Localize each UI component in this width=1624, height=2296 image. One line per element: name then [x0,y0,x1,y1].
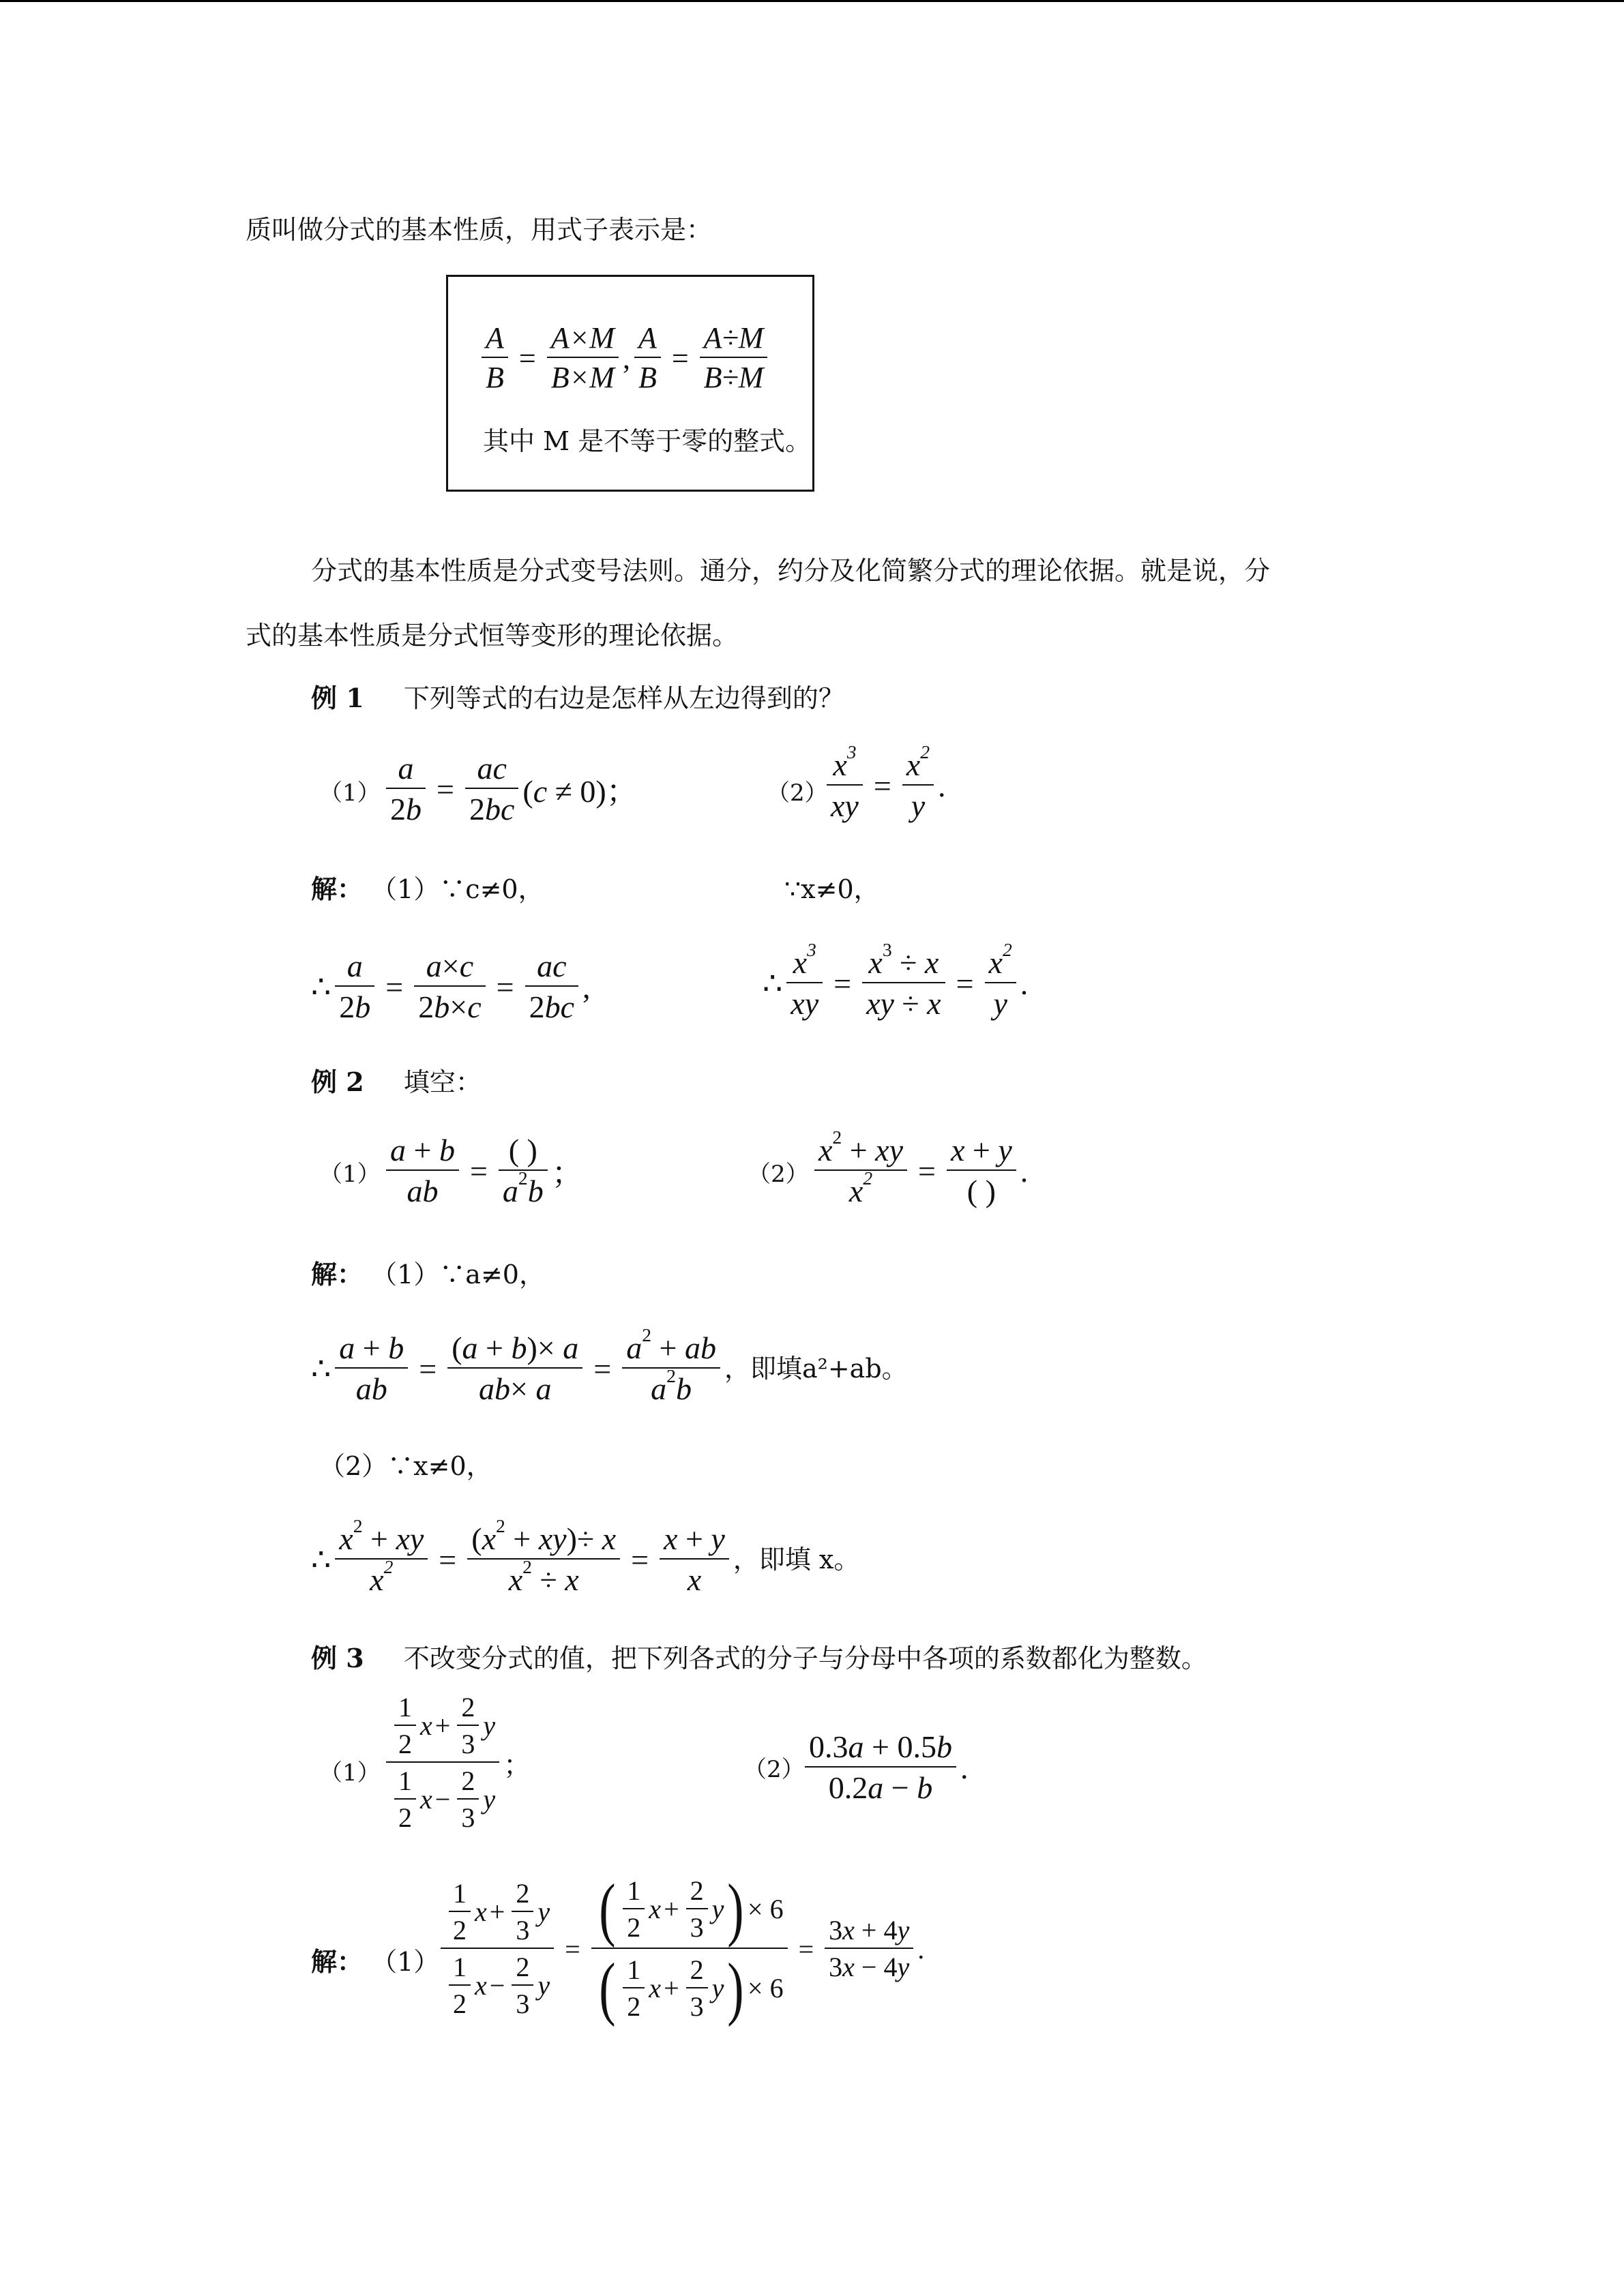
ex1-eq1: $\frac{a}{2b}$ = $\frac{ac}{2bc}$ (c ≠ 0)； [382,752,638,826]
property-formula: $\frac{A}{B}$ = $\frac{A\times M}{B\times M}$ , $\frac{A}{B}$ = $\frac{A\div M}{B\div M}$ [477,323,771,393]
ex3-part2-label: （2） [743,1756,805,1783]
ex2-cond1: （1）∵a≠0， [371,1259,545,1289]
ex2-sol2: ∴ $\frac{x^2 + xy}{x^2}$ = $\frac{(x^2 + xy)\div x}{x^2 \div x}$ = $\frac{x + y}{x}$ ，即填 x。 [311,1515,860,1598]
paragraph-line-1: 分式的基本性质是分式变号法则。通分，约分及化简繁分式的理论依据。就是说，分 [311,556,1271,586]
example-1-label: 例 1 [311,683,364,713]
example-1-question: 下列等式的右边是怎样从左边得到的？ [403,683,844,713]
ex3-sol1: $\frac{1}{2}$ x + $\frac{2}{3}$ y $\frac{1}{2}$ x − $\frac{2}{3}$ y = ( $\frac{1}{2}$ x + $\frac{2}{3}$ y ) × 6 ( $\frac{1}{2}$ x + $\frac{2}{3}$ y ) × 6 = $\frac{3x + 4y}{3x - 4y}$ . [437,1874,924,2024]
example-3-label: 例 3 [311,1643,364,1673]
ex2-solution-line [311,1259,545,1289]
ex2-part1-label: （1） [319,1161,381,1188]
example-2-heading [311,1069,482,1095]
box-note: 其中 M 是不等于零的整式。 [483,426,812,456]
example-1-heading [311,685,844,711]
ex1-sol2: ∴ $\frac{x^3}{xy}$ = $\frac{x^3 \div x}{xy \div x}$ = $\frac{x^2}{y}$ . [763,939,1029,1022]
ex2-part2-label: （2） [748,1161,809,1188]
ex3-eq1: $\frac{1}{2}$ x + $\frac{2}{3}$ y $\frac{1}{2}$ x − $\frac{2}{3}$ y ； [382,1693,531,1832]
ex2-solution-label: 解： [311,1259,364,1289]
intro-line: 质叫做分式的基本性质，用式子表示是： [246,215,713,245]
ex2-cond2: （2）∵x≠0， [319,1451,492,1481]
ex2-fill1-value: a²+ab。 [801,1354,908,1384]
ex1-cond2: ∵x≠0， [784,874,880,904]
ex1-part2-label: （2） [767,779,828,807]
ex2-fill2: ，即填 x。 [733,1545,860,1575]
ex1-solution-line [311,876,544,902]
ex1-cond1: （1）∵c≠0， [371,874,544,904]
ex1-sol1: ∴ $\frac{a}{2b}$ = $\frac{a\times c}{2b\times c}$ = $\frac{ac}{2bc}$ , [311,949,591,1025]
example-2-label: 例 2 [311,1067,364,1097]
ex3-eq2: $\frac{0.3a + 0.5b}{0.2a - b}$ . [801,1731,968,1805]
ex1-eq2: $\frac{x^3}{xy}$ = $\frac{x^2}{y}$ . [823,749,946,823]
example-3-question: 不改变分式的值，把下列各式的分子与分母中各项的系数都化为整数。 [403,1643,1207,1673]
ex2-eq2: $\frac{x^2 + xy}{x^2}$ = $\frac{x + y}{( )}$ . [810,1134,1028,1208]
ex3-sol-part1: （1） [371,1947,440,1977]
ex3-solution-label: 解： [311,1946,364,1977]
ex3-part1-label: （1） [319,1759,381,1787]
example-2-question: 填空： [403,1067,482,1097]
ex1-part1-label: （1） [319,779,381,807]
ex2-eq1: $\frac{a + b}{ab}$ = $\frac{( )}{a^2b}$ ； [382,1134,583,1208]
ex2-fill1-prefix: ，即填 [724,1354,802,1384]
ex2-sol1: ∴ $\frac{a + b}{ab}$ = $\frac{(a + b)\times a}{ab\times a}$ = $\frac{a^2 + ab}{a^2b}$ ，即填 a²+ab。 [311,1324,908,1407]
paragraph-line-2: 式的基本性质是分式恒等变形的理论依据。 [246,621,739,651]
ex1-solution-label: 解： [311,874,364,904]
example-3-heading [311,1645,1207,1671]
ex3-solution-line [311,1946,440,1977]
